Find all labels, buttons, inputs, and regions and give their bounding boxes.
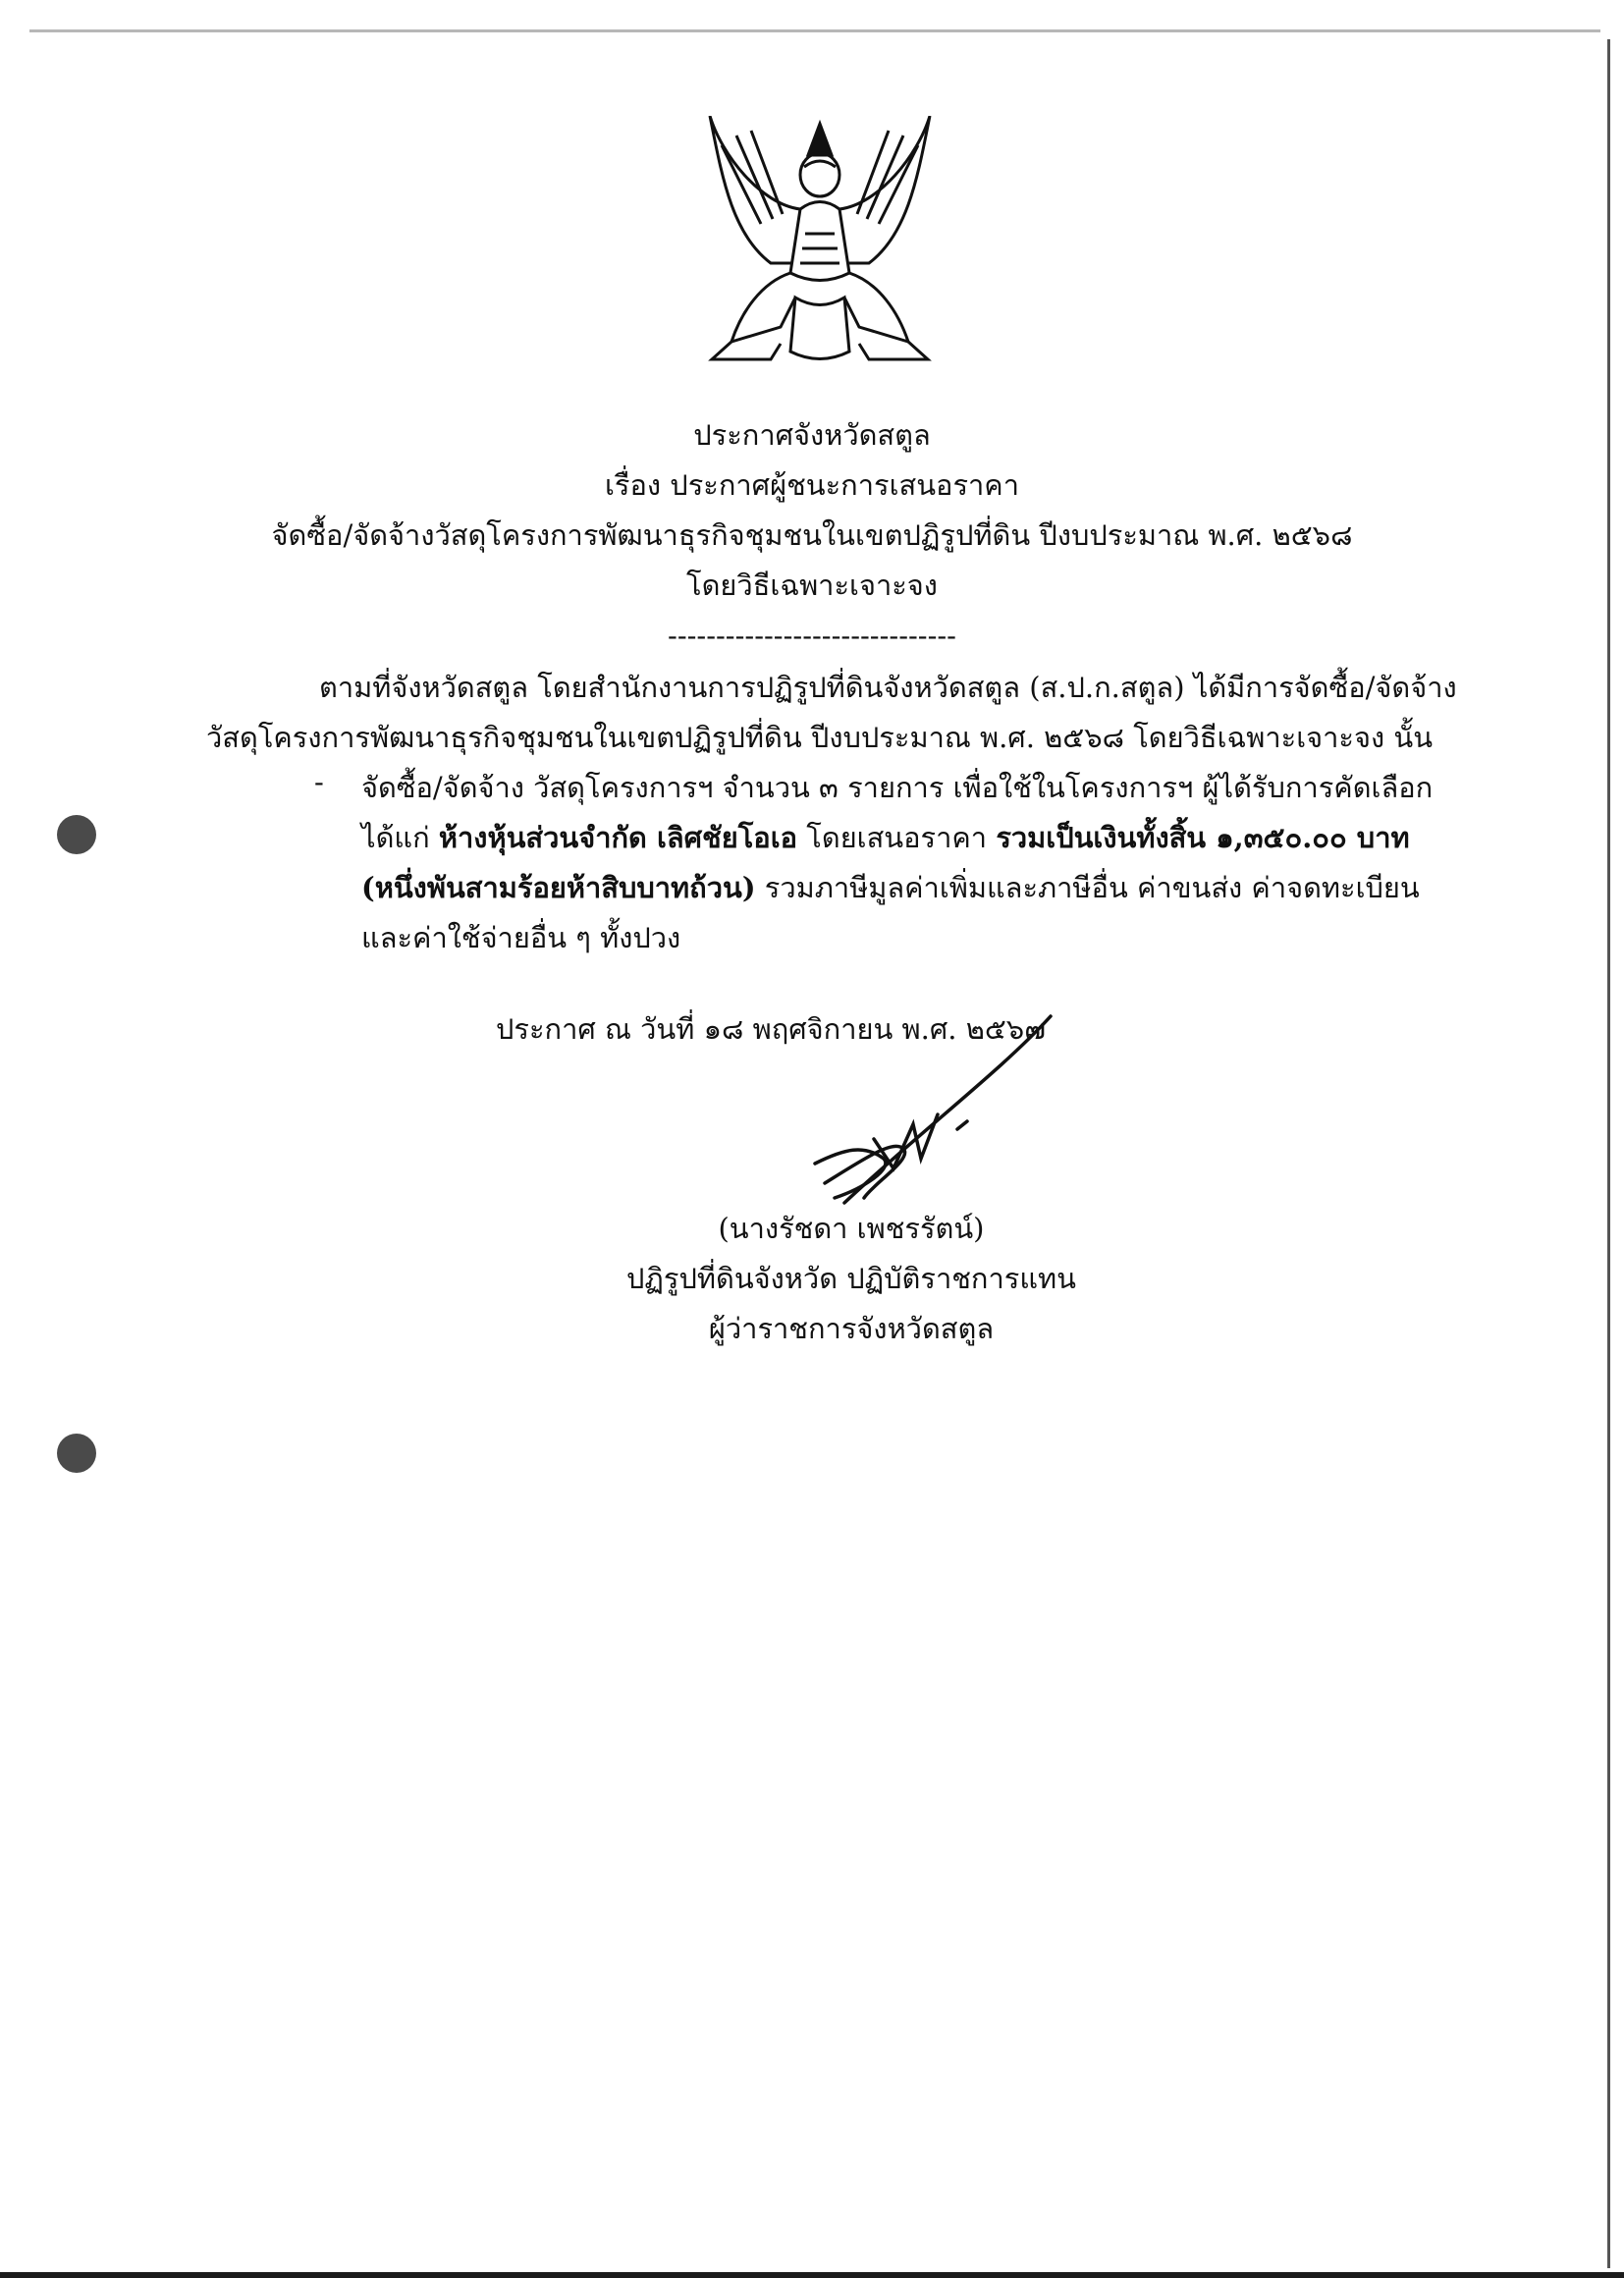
bullet-dash: -	[314, 765, 324, 798]
garuda-emblem-icon	[702, 116, 938, 386]
total-amount: รวมเป็นเงินทั้งสิ้น ๑,๓๕๐.๐๐ บาท	[996, 821, 1410, 854]
para1-line1: ตามที่จังหวัดสตูล โดยสำนักงานการปฏิรูปที่ดินจังหวัดสตูล (ส.ป.ก.สตูล) ได้มีการจัดซื้อ/จัดจ้าง	[319, 671, 1457, 704]
item-line1: จัดซื้อ/จัดจ้าง วัสดุโครงการฯ จำนวน ๓ รายการ เพื่อใช้ในโครงการฯ ผู้ได้รับการคัดเลือก	[361, 771, 1434, 804]
announcement-title: ประกาศจังหวัดสตูล	[693, 418, 931, 452]
signature-icon	[805, 1011, 1090, 1218]
announcement-project: จัดซื้อ/จัดจ้างวัสดุโครงการพัฒนาธุรกิจชุมชนในเขตปฏิรูปที่ดิน ปีงบประมาณ พ.ศ. ๒๕๖๘	[271, 518, 1353, 552]
page-edge-bottom	[0, 2272, 1624, 2278]
item-line2-c: โดยเสนอราคา	[797, 821, 997, 854]
page-edge-right	[1607, 39, 1610, 2268]
separator: ------------------------------	[668, 619, 956, 652]
punch-hole	[57, 1434, 96, 1473]
item-line3	[361, 865, 1420, 910]
announcement-subject: เรื่อง ประกาศผู้ชนะการเสนอราคา	[605, 468, 1019, 502]
punch-hole	[57, 815, 96, 854]
announcement-method: โดยวิธีเฉพาะเจาะจง	[686, 569, 938, 602]
item-line3-b: รวมภาษีมูลค่าเพิ่มและภาษีอื่น ค่าขนส่ง ค่าจดทะเบียน	[755, 871, 1420, 904]
page-edge-top	[29, 29, 1600, 32]
winner-name: ห้างหุ้นส่วนจำกัด เลิศชัยโอเอ	[438, 821, 798, 854]
signatory-name: (นางรัชดา เพชรรัตน์)	[718, 1212, 985, 1245]
item-line2-a: ได้แก่	[361, 821, 439, 854]
signatory-position-1: ปฏิรูปที่ดินจังหวัด ปฏิบัติราชการแทน	[626, 1262, 1076, 1295]
signatory-position-2: ผู้ว่าราชการจังหวัดสตูล	[708, 1312, 995, 1345]
para1-line2: วัสดุโครงการพัฒนาธุรกิจชุมชนในเขตปฏิรูปที่ดิน ปีงบประมาณ พ.ศ. ๒๕๖๘ โดยวิธีเฉพาะเจาะจง นั้น	[206, 721, 1434, 754]
amount-in-words: (หนึ่งพันสามร้อยห้าสิบบาทถ้วน)	[361, 871, 756, 904]
announcement-date: ประกาศ ณ วันที่ ๑๘ พฤศจิกายน พ.ศ. ๒๕๖๗	[496, 1012, 1047, 1046]
item-line4: และค่าใช้จ่ายอื่น ๆ ทั้งปวง	[361, 921, 681, 954]
item-line2	[361, 815, 1410, 860]
